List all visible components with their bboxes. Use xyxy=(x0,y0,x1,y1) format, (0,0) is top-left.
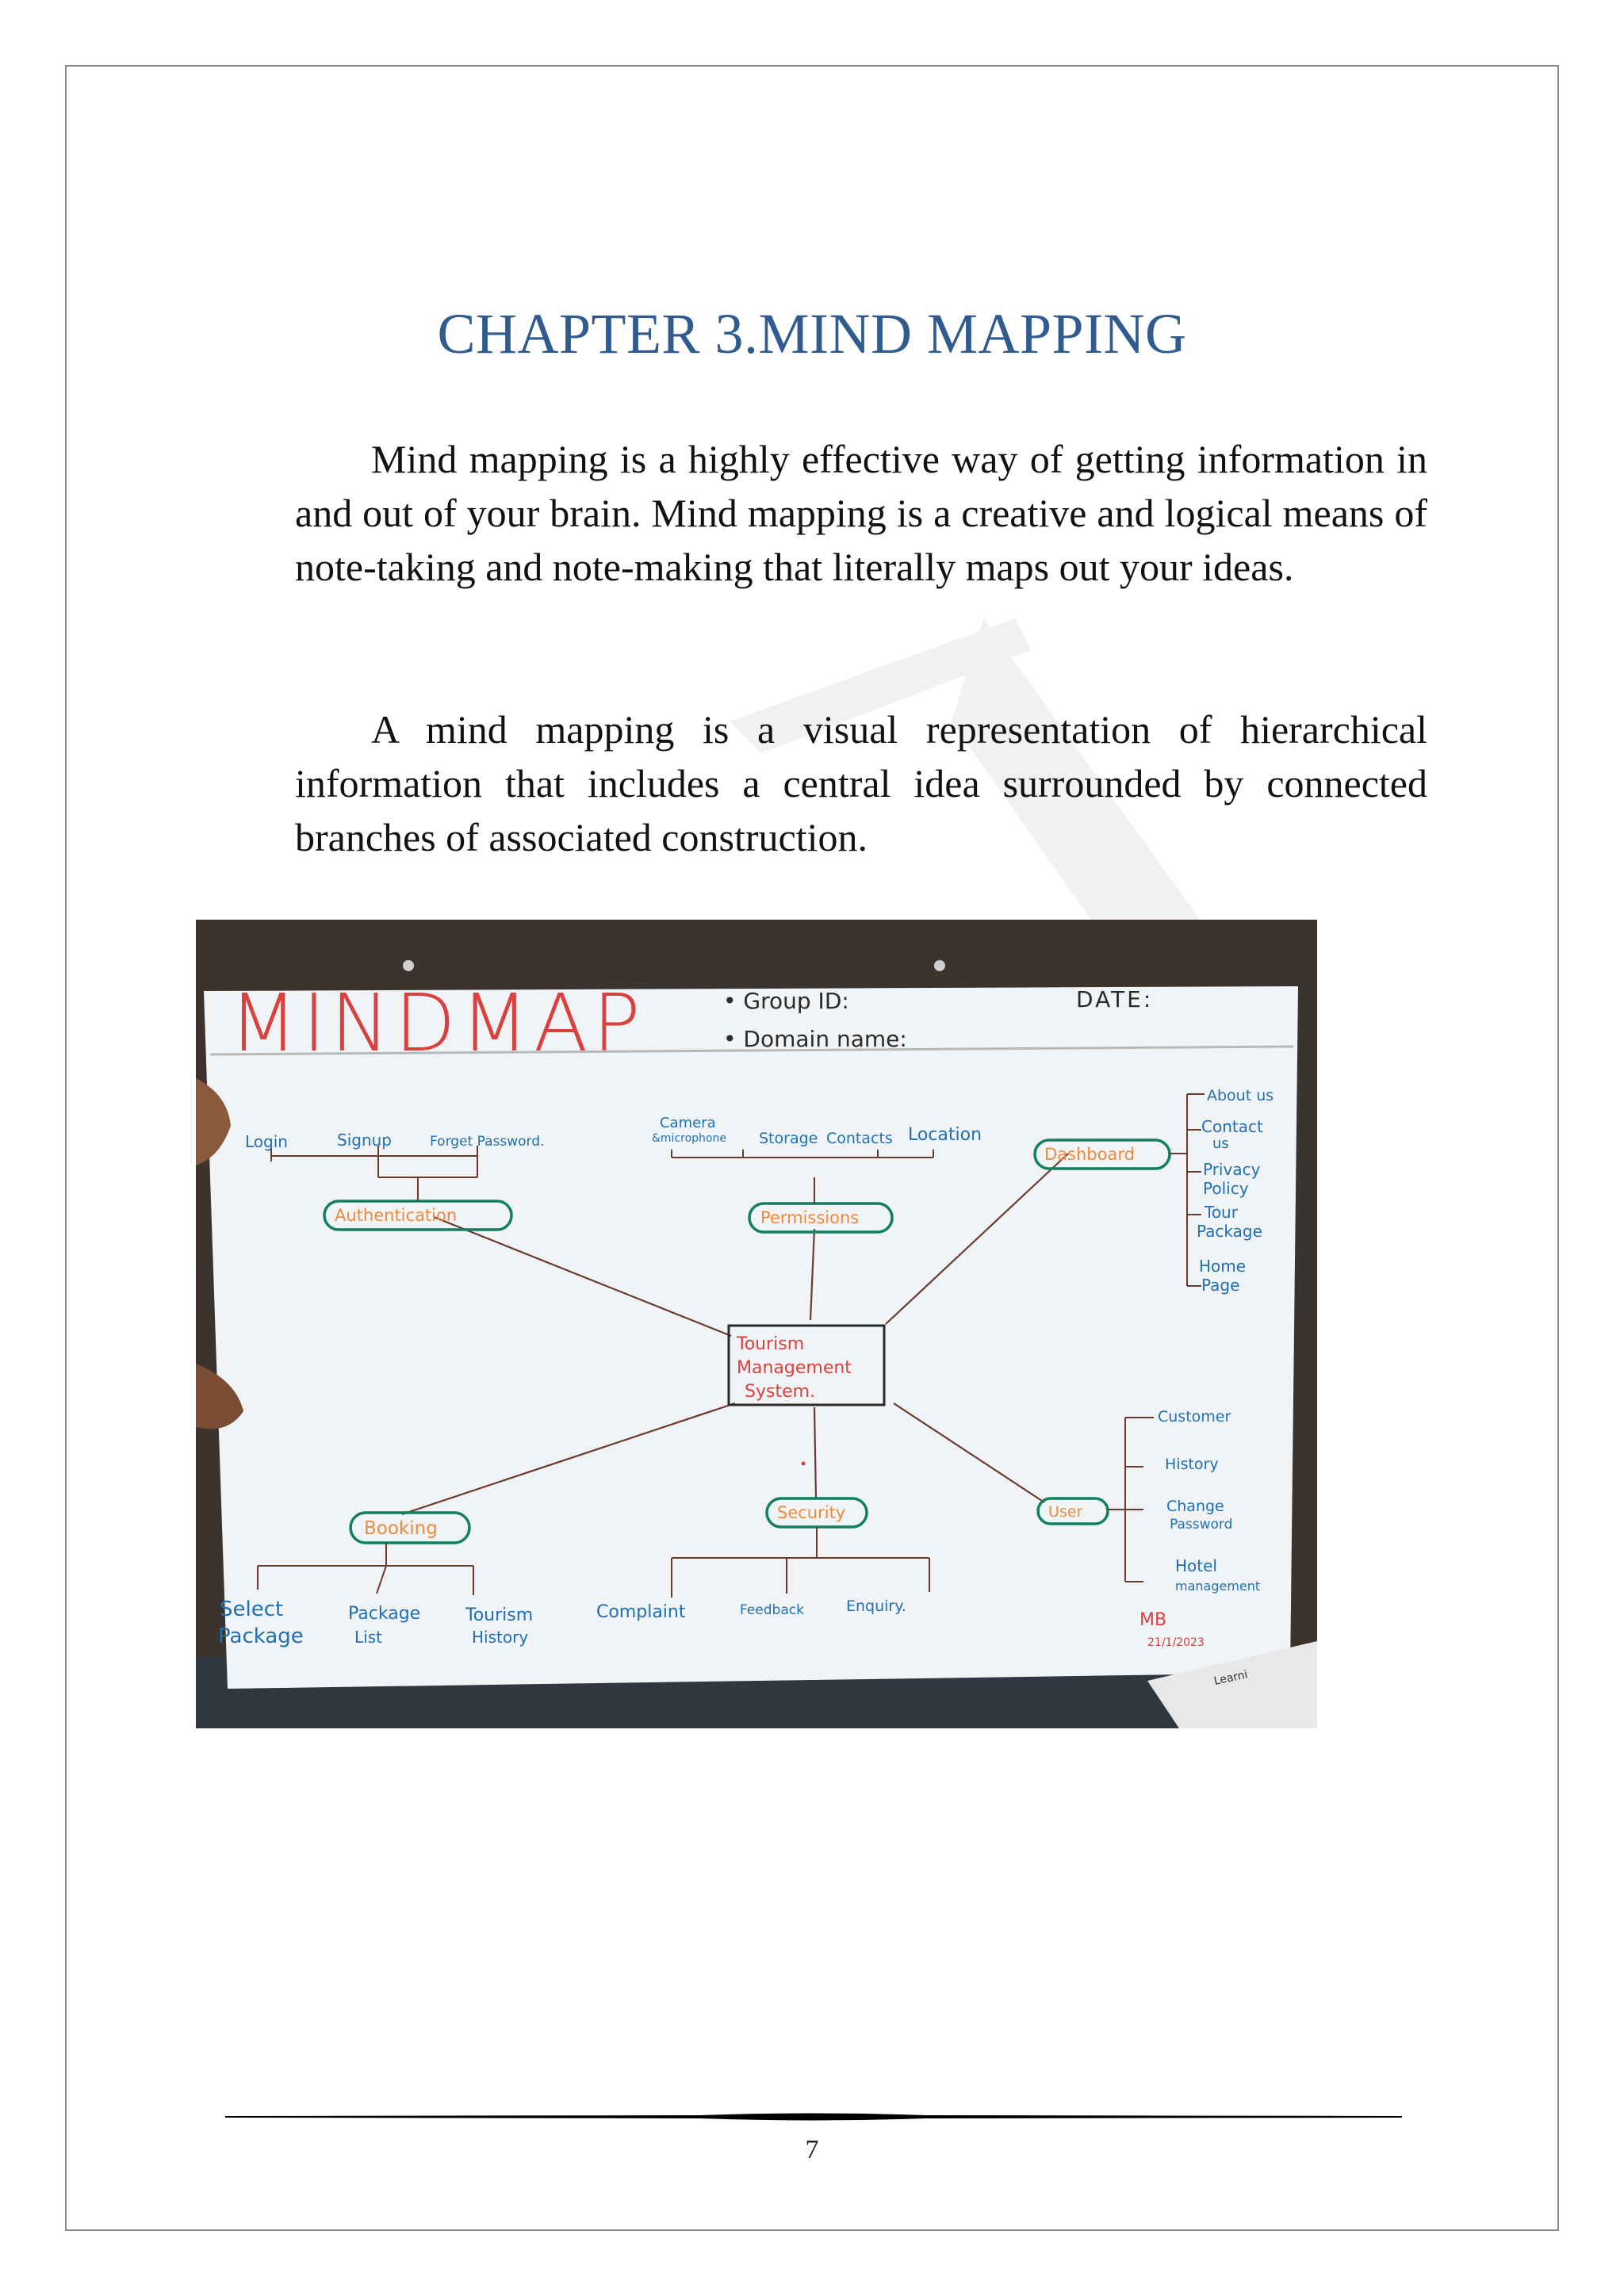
mindmap-photo xyxy=(196,920,1317,1728)
perm-child-location: Location xyxy=(908,1125,982,1145)
book-child-select: Select xyxy=(220,1598,284,1621)
dash-child-page: Page xyxy=(1201,1276,1240,1295)
sec-child-complaint: Complaint xyxy=(596,1602,686,1622)
book-corner-text: Learni xyxy=(1212,1668,1249,1688)
dash-child-home: Home xyxy=(1199,1257,1247,1276)
branch-permissions: Permissions xyxy=(760,1208,860,1227)
dash-child-privacy: Privacy xyxy=(1203,1160,1261,1179)
page-number: 7 xyxy=(805,2135,819,2164)
user-child-hotel: Hotel xyxy=(1175,1556,1217,1575)
branch-booking: Booking xyxy=(364,1518,438,1539)
mindmap-domain-name: • Domain name: xyxy=(723,1026,907,1052)
central-topic-line-2: Management xyxy=(737,1358,852,1378)
chapter-title: CHAPTER 3.MIND MAPPING xyxy=(437,302,1187,365)
user-child-history: History xyxy=(1165,1456,1219,1473)
mindmap-heading: MINDMAP xyxy=(229,977,645,1070)
auth-child-forget-password: Forget Password. xyxy=(430,1134,545,1150)
auth-child-login: Login xyxy=(245,1132,288,1151)
paragraph-definition: A mind mapping is a visual representation of hierarchical information that includes a central idea surrounded by connected branches of associated construction. xyxy=(295,707,1427,859)
branch-security: Security xyxy=(777,1503,846,1522)
perm-child-contacts: Contacts xyxy=(826,1130,893,1147)
dash-child-policy: Policy xyxy=(1203,1179,1249,1198)
dash-child-tour: Tour xyxy=(1205,1203,1238,1222)
book-child-package: Package xyxy=(348,1604,421,1624)
user-child-password: Password xyxy=(1170,1517,1233,1533)
user-child-management: management xyxy=(1175,1578,1261,1594)
mindmap-group-id: • Group ID: xyxy=(723,988,849,1014)
mindmap-date-label: DATE: xyxy=(1076,986,1154,1012)
sec-child-enquiry: Enquiry. xyxy=(846,1598,906,1615)
central-topic-line-1: Tourism xyxy=(737,1334,805,1354)
book-child-history: History xyxy=(472,1628,529,1647)
sec-child-feedback: Feedback xyxy=(740,1602,804,1618)
mindmap-date-note: 21/1/2023 xyxy=(1147,1636,1205,1649)
auth-child-signup: Signup xyxy=(337,1131,392,1150)
dash-child-package: Package xyxy=(1197,1222,1262,1241)
dash-child-about-us: About us xyxy=(1207,1087,1274,1104)
perm-child-storage: Storage xyxy=(759,1130,818,1147)
paragraph-intro: Mind mapping is a highly effective way of getting information in and out of your brain. Mind mapping is a creative and logical means of note-taking and note-making that literally maps out your ideas. xyxy=(295,437,1427,589)
book-child-tourism: Tourism xyxy=(465,1605,534,1625)
branch-authentication: Authentication xyxy=(335,1206,458,1225)
book-child-select-package: Package xyxy=(218,1624,304,1648)
user-child-customer: Customer xyxy=(1158,1408,1231,1425)
footer-divider xyxy=(225,2111,1402,2122)
perm-child-microphone: &microphone xyxy=(652,1132,726,1145)
user-child-change: Change xyxy=(1166,1498,1224,1515)
central-topic-line-3: System. xyxy=(745,1382,816,1402)
branch-dashboard: Dashboard xyxy=(1044,1145,1135,1164)
branch-user: User xyxy=(1048,1503,1083,1521)
book-child-list: List xyxy=(354,1628,382,1647)
mindmap-initials: MB xyxy=(1139,1610,1167,1630)
dash-child-contact-us: us xyxy=(1212,1135,1229,1152)
dash-child-contact: Contact xyxy=(1201,1117,1263,1136)
perm-child-camera: Camera xyxy=(660,1115,716,1131)
